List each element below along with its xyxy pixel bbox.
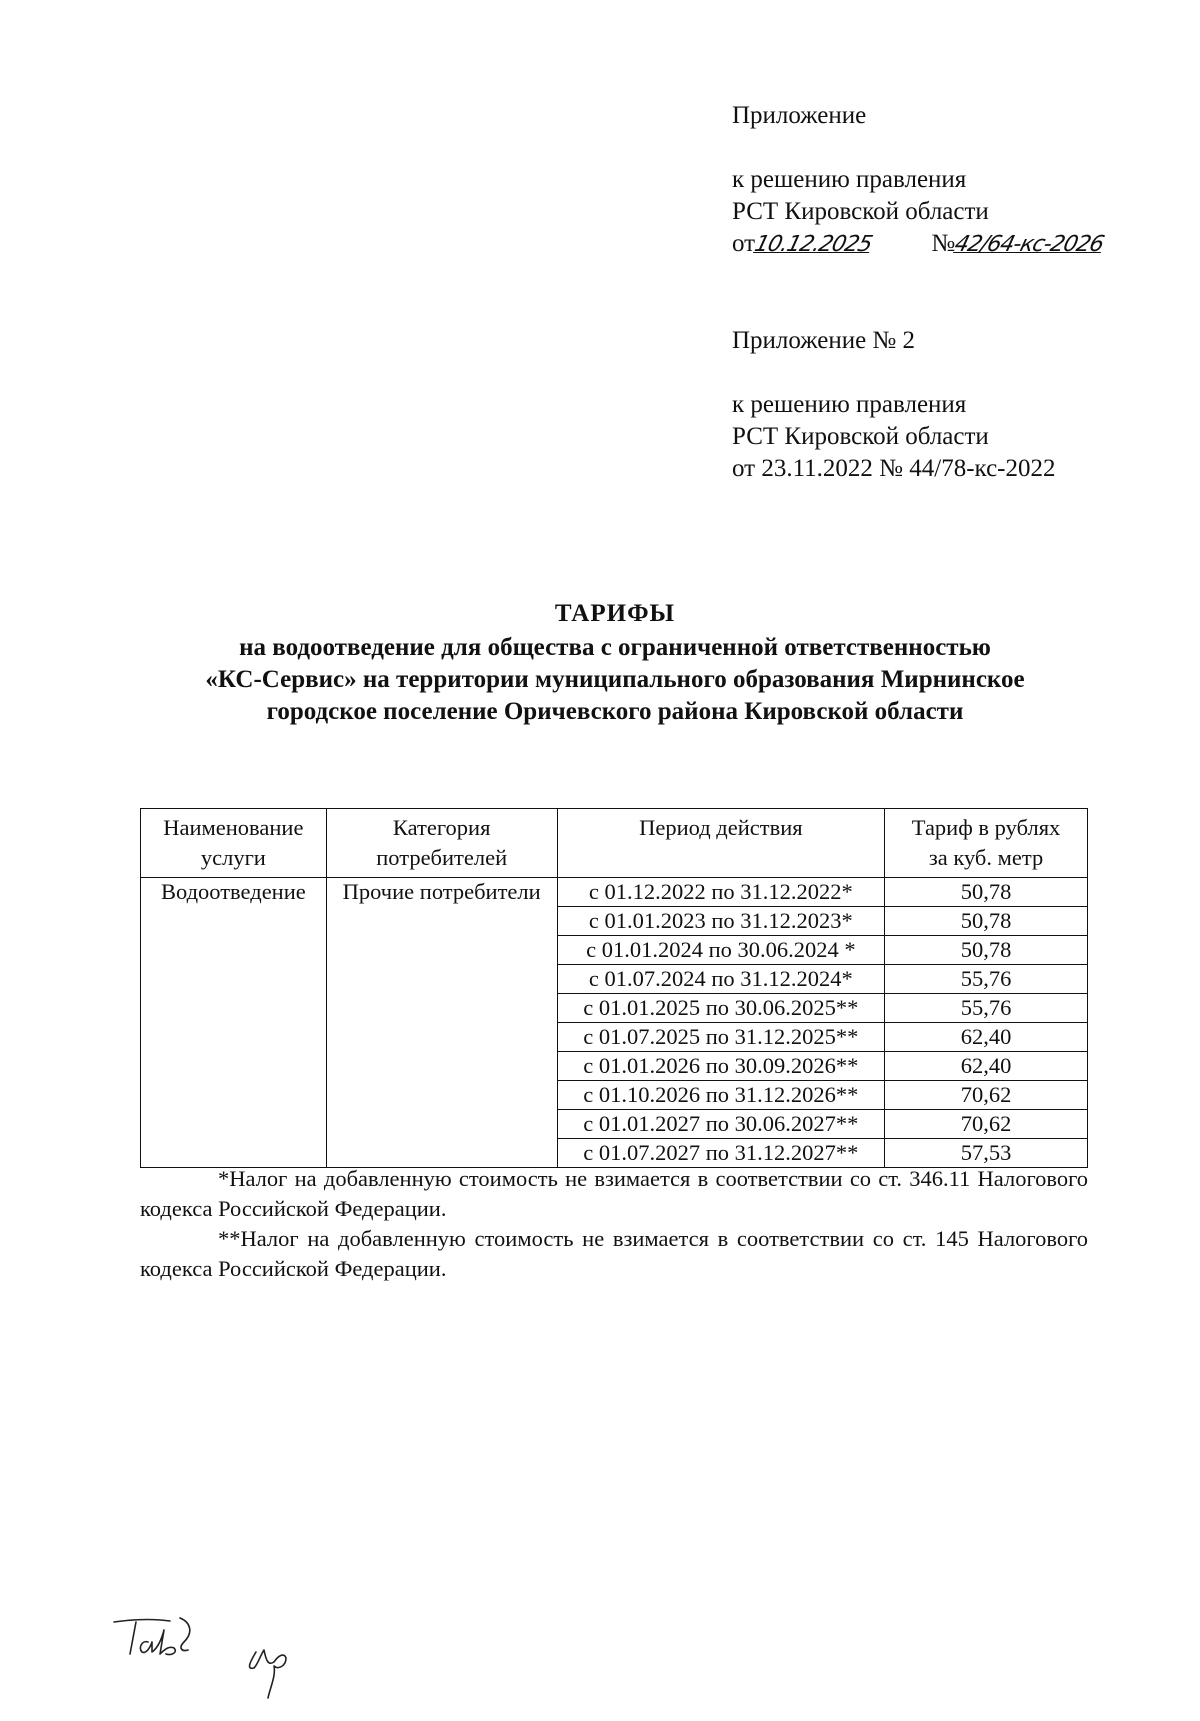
- tariff-cell: 70,62: [885, 1081, 1088, 1110]
- appendix-decision-line: к решению правления: [732, 166, 967, 193]
- header-service: Наименование услуги: [141, 809, 327, 878]
- appendix-2-date-number-line: от 23.11.2022 № 44/78-кс-2022: [732, 455, 1056, 482]
- signature-stroke-mark: [250, 1650, 286, 1698]
- period-cell: с 01.07.2024 по 31.12.2024*: [557, 965, 884, 994]
- footnote-2: **Налог на добавленную стоимость не взимается в соответствии со ст. 145 Налогового кодекса Российской Федерации.: [140, 1226, 1088, 1281]
- date-prefix: от: [732, 230, 756, 257]
- header-category: Категория потребителей: [326, 809, 557, 878]
- document-title: [140, 598, 1090, 728]
- tariff-cell: 62,40: [885, 1023, 1088, 1052]
- period-cell: с 01.01.2024 по 30.06.2024 *: [557, 936, 884, 965]
- appendix-title: Приложение: [732, 102, 867, 129]
- period-cell: с 01.01.2025 по 30.06.2025**: [557, 994, 884, 1023]
- table-header-row: [141, 809, 1088, 878]
- handwritten-date: 10.12.2025: [752, 232, 875, 257]
- appendix-date-number-line: [732, 228, 1152, 261]
- footnote-1: *Налог на добавленную стоимость не взимается в соответствии со ст. 346.11 Налогового кодекса Российской Федерации.: [140, 1166, 1088, 1221]
- period-cell: с 01.07.2027 по 31.12.2027**: [557, 1139, 884, 1168]
- title-line-2: «КС-Сервис» на территории муниципального образования Мирнинское: [205, 666, 1025, 693]
- appendix-2-authority-line: РСТ Кировской области: [732, 423, 989, 450]
- appendix-2-title: Приложение № 2: [732, 327, 916, 354]
- tariff-cell: 70,62: [885, 1110, 1088, 1139]
- title-heading: ТАРИФЫ: [554, 600, 676, 627]
- period-cell: с 01.01.2027 по 30.06.2027**: [557, 1110, 884, 1139]
- tariff-cell: 62,40: [885, 1052, 1088, 1081]
- title-line-3: городское поселение Оричевского района Кировской области: [266, 698, 964, 725]
- tariff-cell: 57,53: [885, 1139, 1088, 1168]
- handwritten-number: 42/64-кс-2026: [952, 232, 1107, 257]
- period-cell: с 01.12.2022 по 31.12.2022*: [557, 878, 884, 907]
- signature-stroke-initials: [114, 1618, 190, 1655]
- tariff-cell: 50,78: [885, 936, 1088, 965]
- tariffs-table: [140, 808, 1088, 1168]
- period-cell: с 01.01.2026 по 30.09.2026**: [557, 1052, 884, 1081]
- appendix-authority-line: РСТ Кировской области: [732, 198, 989, 225]
- service-cell: Водоотведение: [141, 878, 327, 1168]
- category-cell: Прочие потребители: [326, 878, 557, 1168]
- period-cell: с 01.01.2023 по 31.12.2023*: [557, 907, 884, 936]
- footnotes: [140, 1164, 1088, 1284]
- tariff-cell: 55,76: [885, 994, 1088, 1023]
- handwritten-signature: [108, 1612, 348, 1702]
- number-prefix: №: [931, 230, 956, 257]
- tariff-cell: 50,78: [885, 878, 1088, 907]
- table-row: [141, 878, 1088, 907]
- period-cell: с 01.07.2025 по 31.12.2025**: [557, 1023, 884, 1052]
- header-period: Период действия: [557, 809, 884, 878]
- period-cell: с 01.10.2026 по 31.12.2026**: [557, 1081, 884, 1110]
- tariff-cell: 55,76: [885, 965, 1088, 994]
- title-line-1: на водоотведение для общества с ограниченной ответственностью: [239, 634, 991, 661]
- appendix-block: [732, 100, 1152, 485]
- appendix-2-decision-line: к решению правления: [732, 391, 967, 418]
- tariff-cell: 50,78: [885, 907, 1088, 936]
- header-tariff: Тариф в рублях за куб. метр: [885, 809, 1088, 878]
